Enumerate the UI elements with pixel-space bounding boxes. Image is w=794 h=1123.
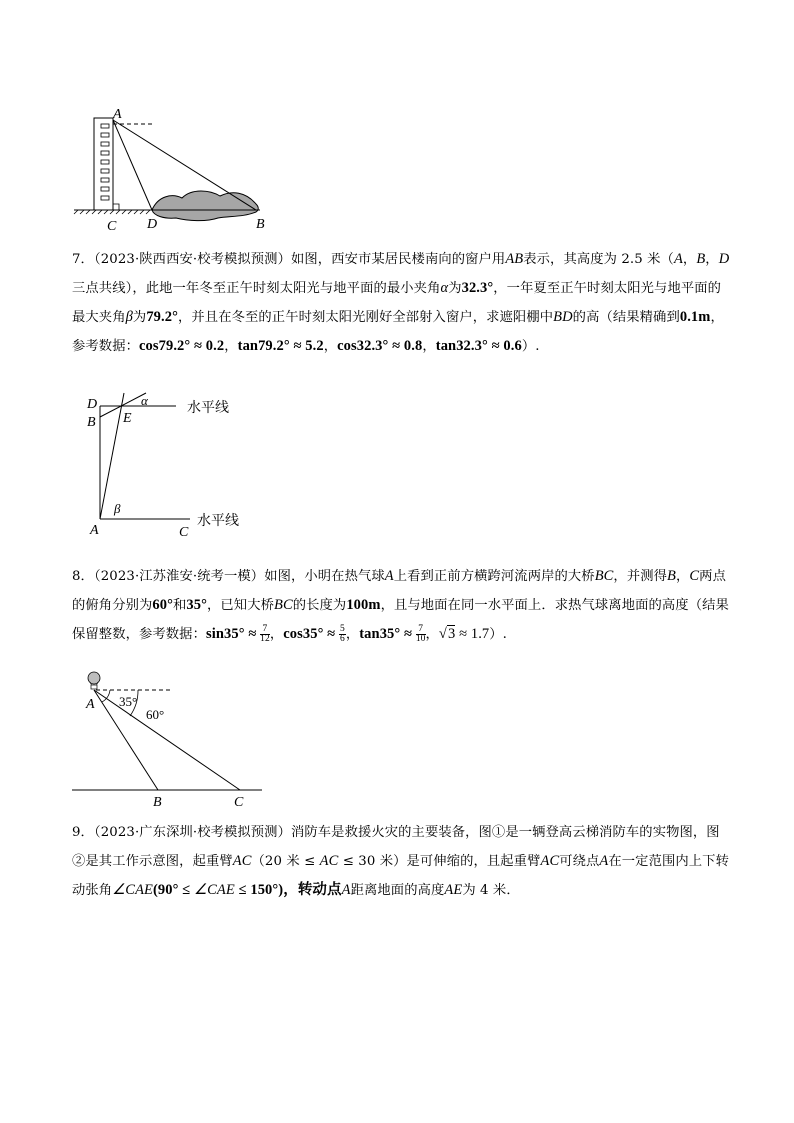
label-C: C xyxy=(234,795,244,810)
label-C: C xyxy=(179,525,189,540)
label-A: A xyxy=(90,523,99,538)
lake xyxy=(152,191,258,221)
figure-balloon-bridge xyxy=(70,668,270,810)
fraction-cos: $\frac{5}{6}$ xyxy=(339,624,345,644)
q8-number: 8． xyxy=(72,569,94,584)
label-A: A xyxy=(113,107,122,122)
horizon-top-label: 水平线 xyxy=(187,401,229,416)
label-B: B xyxy=(87,415,96,430)
q8-source: （2023·江苏淮安·统考一模） xyxy=(93,569,265,584)
question-8: 8．（2023·江苏淮安·统考一模）如图，小明在热气球A上看到正前方横跨河流两岸的大桥BC，并测得B，C两点的俯角分别为60°和35°，已知大桥BC的长度为100m，且与地面在同一水平面上．求热气球离地面的高度（结果保留整数，参考数据：sin35° ≈ $\frac{7}{12}$ ，cos35° ≈ $\frac{5}{6}$ ，tan35° ≈ $\frac{7}{10}$ ，√3 ≈ 1.7）. xyxy=(72,568,729,644)
label-E: E xyxy=(123,411,132,426)
sqrt-three: √3 xyxy=(438,626,456,642)
fraction-sin: $\frac{7}{12}$ xyxy=(260,624,270,644)
line-AD xyxy=(113,120,152,210)
label-D: D xyxy=(147,217,158,232)
building-windows xyxy=(101,124,109,200)
balloon-icon xyxy=(88,672,100,689)
q7-number: 7． xyxy=(72,252,94,267)
label-B: B xyxy=(256,217,265,232)
label-60: 60° xyxy=(146,707,165,722)
q7-source: （2023·陕西西安·校考模拟预测） xyxy=(93,252,291,267)
label-35: 35° xyxy=(119,694,138,709)
question-7: 7．（2023·陕西西安·校考模拟预测）如图，西安市某居民楼南向的窗户用AB表示，其高度为 2.5 米（A，B，D三点共线），此地一年冬至正午时刻太阳光与地平面的最小夹角α为32.3°，一年夏至正午时刻太阳光与地平面的最大夹角β为79.2°，并且在冬至的正午时刻太阳光刚好全部射入窗户，求遮阳棚中BD的高（结果精确到0.1m，参考数据：cos79.2° ≈ 0.2，tan79.2° ≈ 5.2，cos32.3° ≈ 0.8，tan32.3° ≈ 0.6）. xyxy=(72,251,730,354)
figure-window-awning xyxy=(80,388,260,540)
label-B: B xyxy=(153,795,162,810)
figure-building-lake xyxy=(60,100,300,235)
right-angle-mark xyxy=(113,204,119,210)
fraction-tan: $\frac{7}{10}$ xyxy=(415,624,426,644)
line-AC xyxy=(94,690,240,790)
horizon-bottom-label: 水平线 xyxy=(197,514,239,529)
q9-source: （2023·广东深圳·校考模拟预测） xyxy=(93,825,291,840)
ground-hatch xyxy=(74,210,150,214)
label-A: A xyxy=(86,697,95,712)
question-9: 9．（2023·广东深圳·校考模拟预测）消防车是救援火灾的主要装备，图①是一辆登高云梯消防车的实物图，图②是其工作示意图，起重臂AC（20 米 ≤ AC ≤ 30 米）是可伸缩的，且起重臂AC可绕点A在一定范围内上下转动张角∠CAE(90° ≤ ∠CAE ≤ 150°)，转动点A距离地面的高度AE为 4 米． xyxy=(72,825,729,898)
q9-number: 9． xyxy=(72,825,94,840)
label-alpha: α xyxy=(141,393,148,408)
label-beta: β xyxy=(114,501,121,516)
label-C: C xyxy=(107,219,117,234)
label-D: D xyxy=(87,397,98,412)
